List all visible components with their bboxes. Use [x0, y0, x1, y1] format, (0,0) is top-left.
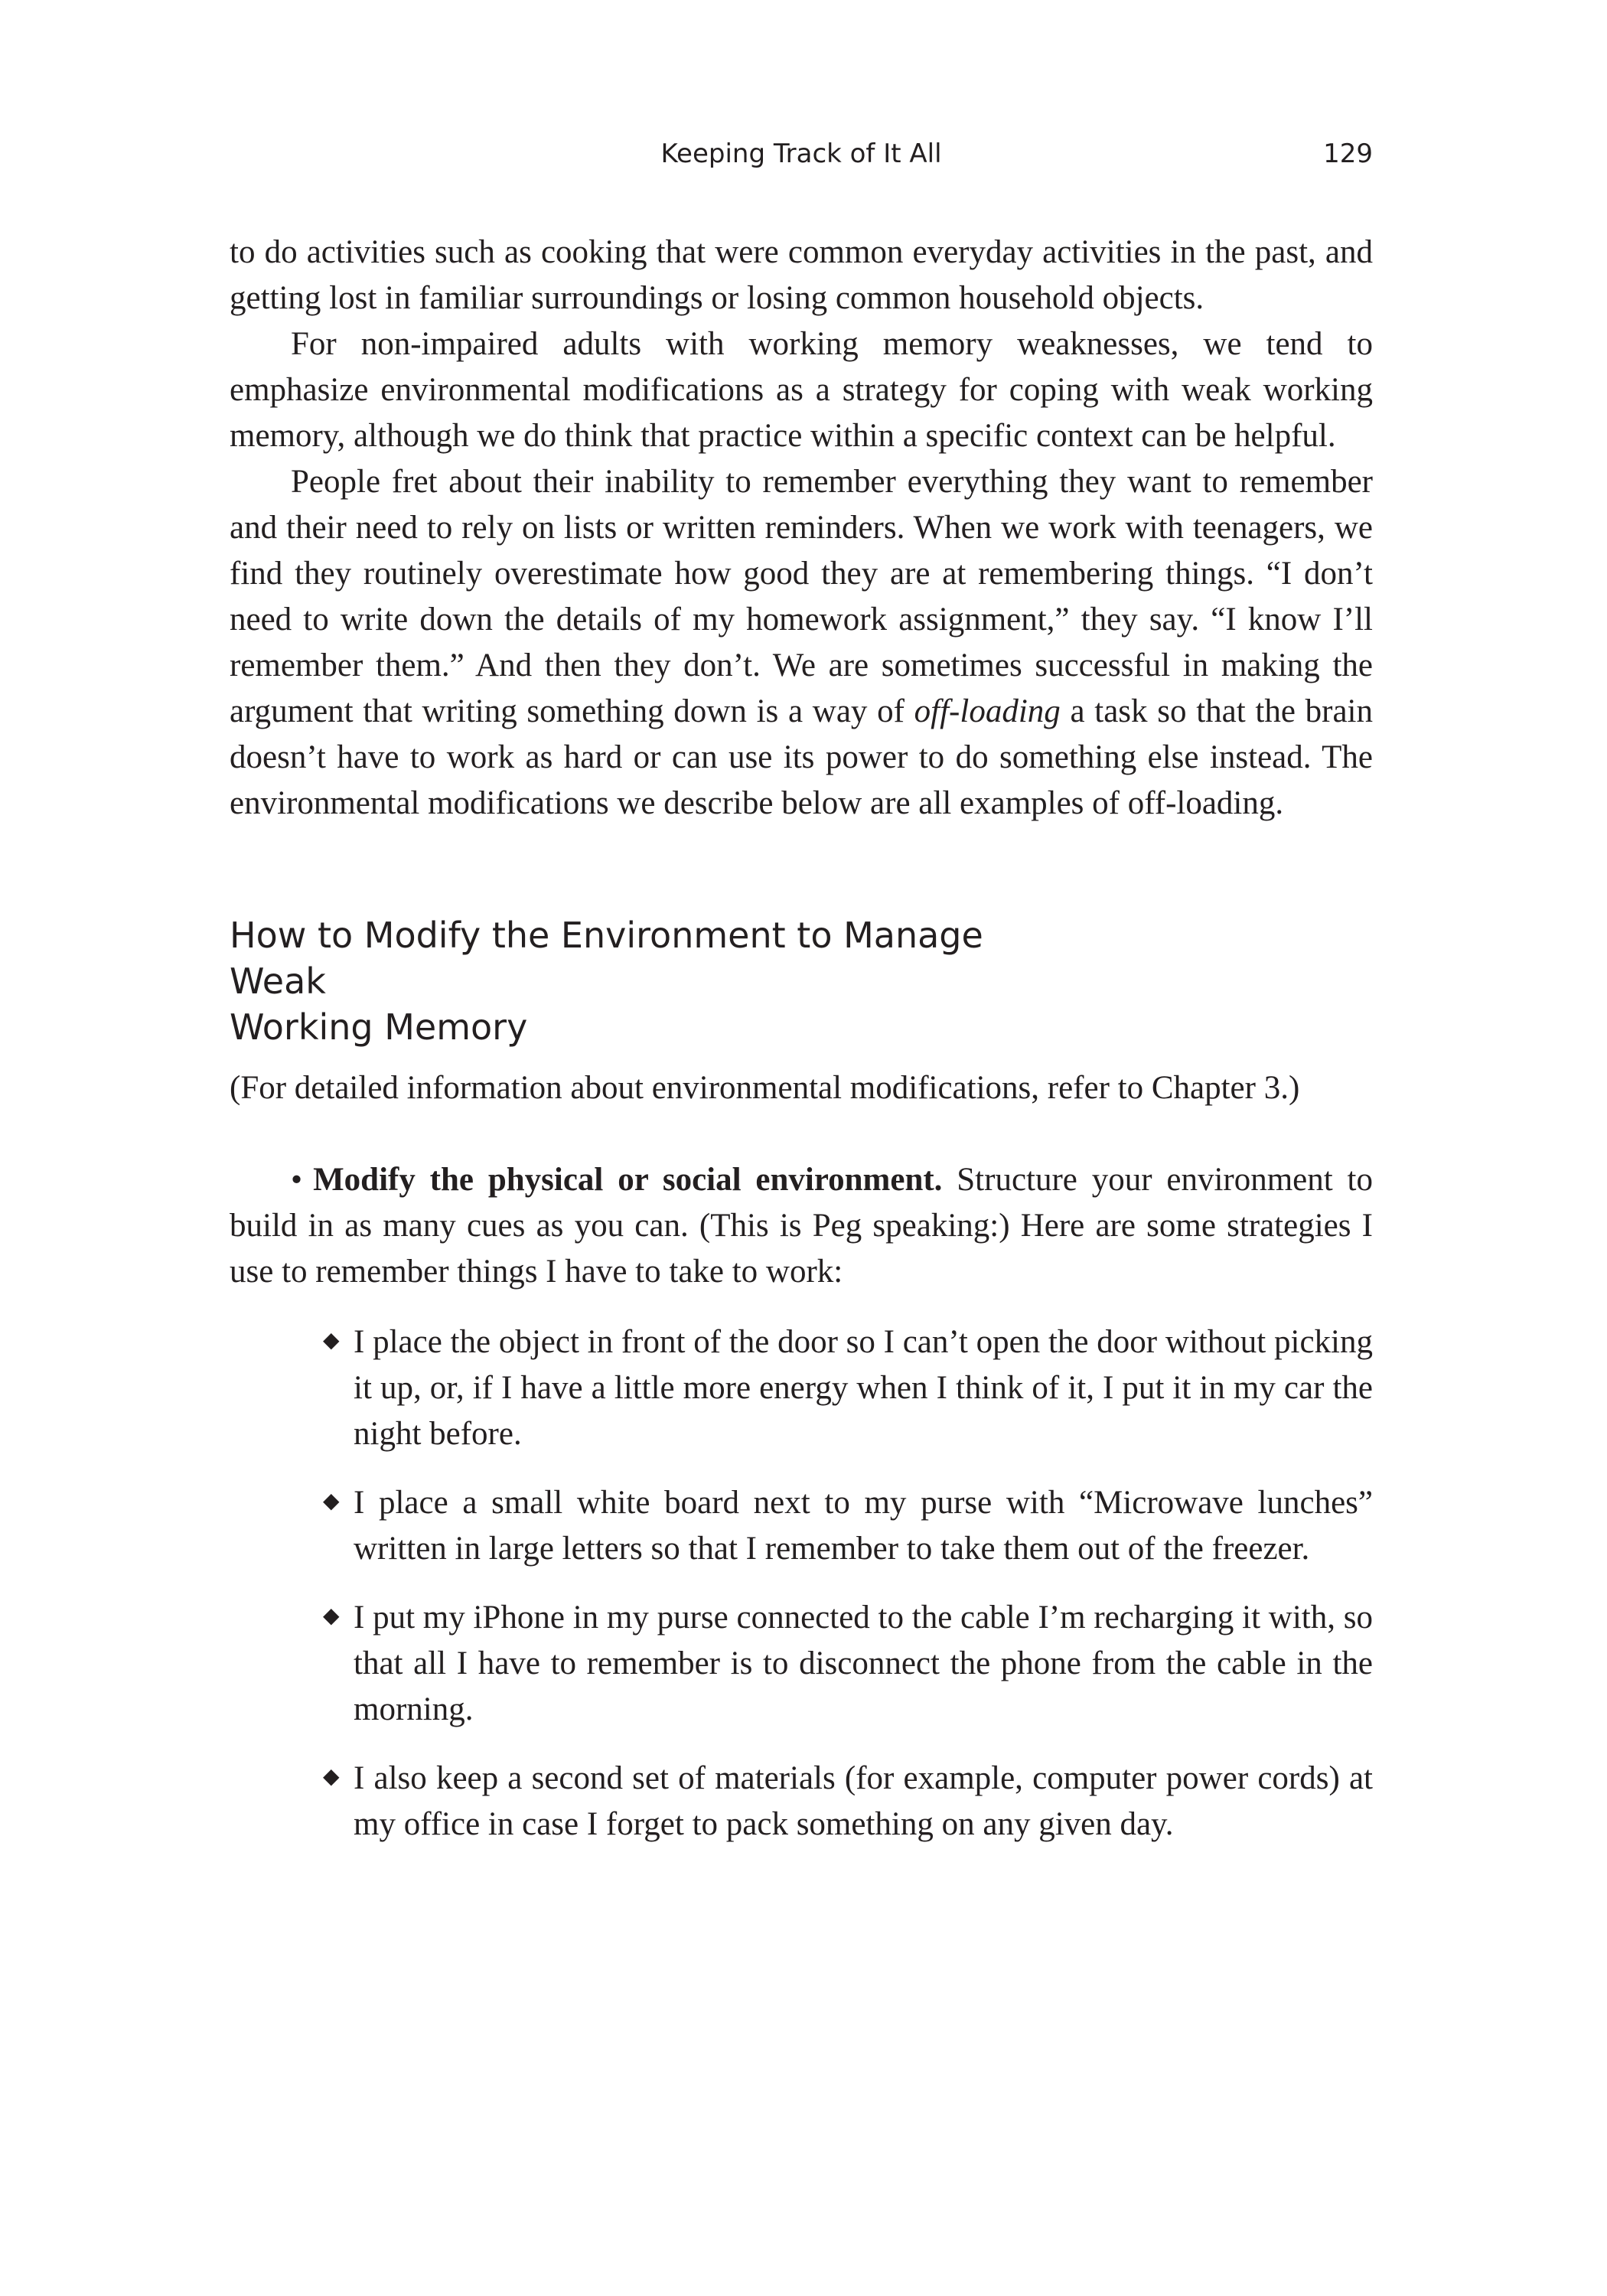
- section-heading: [230, 912, 1071, 1050]
- strategy-item-text: I put my iPhone in my purse connected to the cable I’m recharging it with, so that all I have to remember is to disconnect the phone from the cable in the morning.: [354, 1600, 1373, 1727]
- diamond-bullet-icon: ◆: [323, 1604, 340, 1628]
- paragraph-3: [230, 459, 1373, 827]
- strategy-item: [323, 1595, 1373, 1733]
- emphasized-term: off-loading: [914, 693, 1061, 729]
- strategy-item-text: I also keep a second set of materials (for example, computer power cords) at my office in case I forget to pack something on any given day.: [354, 1760, 1373, 1842]
- main-bullet-lead: Modify the physical or social environment.: [313, 1162, 943, 1198]
- main-bullet-item: [230, 1157, 1373, 1295]
- paragraph-1: to do activities such as cooking that were common everyday activities in the past, and getting lost in familiar surroundings or losing common household objects.: [230, 234, 1373, 316]
- bullet-dot-icon: •: [291, 1162, 303, 1198]
- strategy-item: [323, 1480, 1373, 1572]
- diamond-bullet-icon: ◆: [323, 1765, 340, 1789]
- running-head: [230, 135, 1373, 173]
- strategy-item-text: I place a small white board next to my purse with “Microwave lunches” written in large letters so that I remember to take them out of the freezer.: [354, 1485, 1373, 1567]
- body-text: [230, 230, 1373, 1870]
- strategy-item-text: I place the object in front of the door so I can’t open the door without picking it up, or, if I have a little more energy when I think of it, I put it in my car the night before.: [354, 1324, 1373, 1452]
- main-bullet-text: Structure your environment to build in as many cues as you can. (This is Peg speaking:) Here are some strategies I use to remember things I have to take to work:: [230, 1162, 1373, 1290]
- running-title: Keeping Track of It All: [660, 139, 942, 169]
- strategy-item: [323, 1756, 1373, 1848]
- paragraph-3-text-start: People fret about their inability to remember everything they want to remember and their need to rely on lists or written reminders. When we work with teenagers, we find they routinely overestimate how good they are at remembering things. “I don’t need to write down the details of my homework assignment,” they say. “I know I’ll remember them.” And then they don’t. We are sometimes successful in making the argument that writing something down is a way of: [230, 464, 1373, 729]
- diamond-bullet-icon: ◆: [323, 1489, 340, 1513]
- page-number: 129: [1323, 139, 1373, 169]
- paragraph-3-text-end: a task so that the brain doesn’t have to work as hard or can use its power to do something else instead. The environmental modifications we describe below are all examples of off-loading.: [230, 693, 1373, 821]
- section-heading-line-1: How to Modify the Environment to Manage Weak: [230, 915, 983, 1002]
- strategy-item: [323, 1319, 1373, 1457]
- diamond-bullet-icon: ◆: [323, 1329, 340, 1352]
- paragraph-2: For non-impaired adults with working memory weaknesses, we tend to emphasize environmental modifications as a strategy for coping with weak working memory, although we do think that practice within a specific context can be helpful.: [230, 326, 1373, 454]
- section-note: (For detailed information about environmental modifications, refer to Chapter 3.): [230, 1070, 1300, 1106]
- strategy-list: [230, 1319, 1373, 1848]
- section-heading-line-2: Working Memory: [230, 1006, 528, 1048]
